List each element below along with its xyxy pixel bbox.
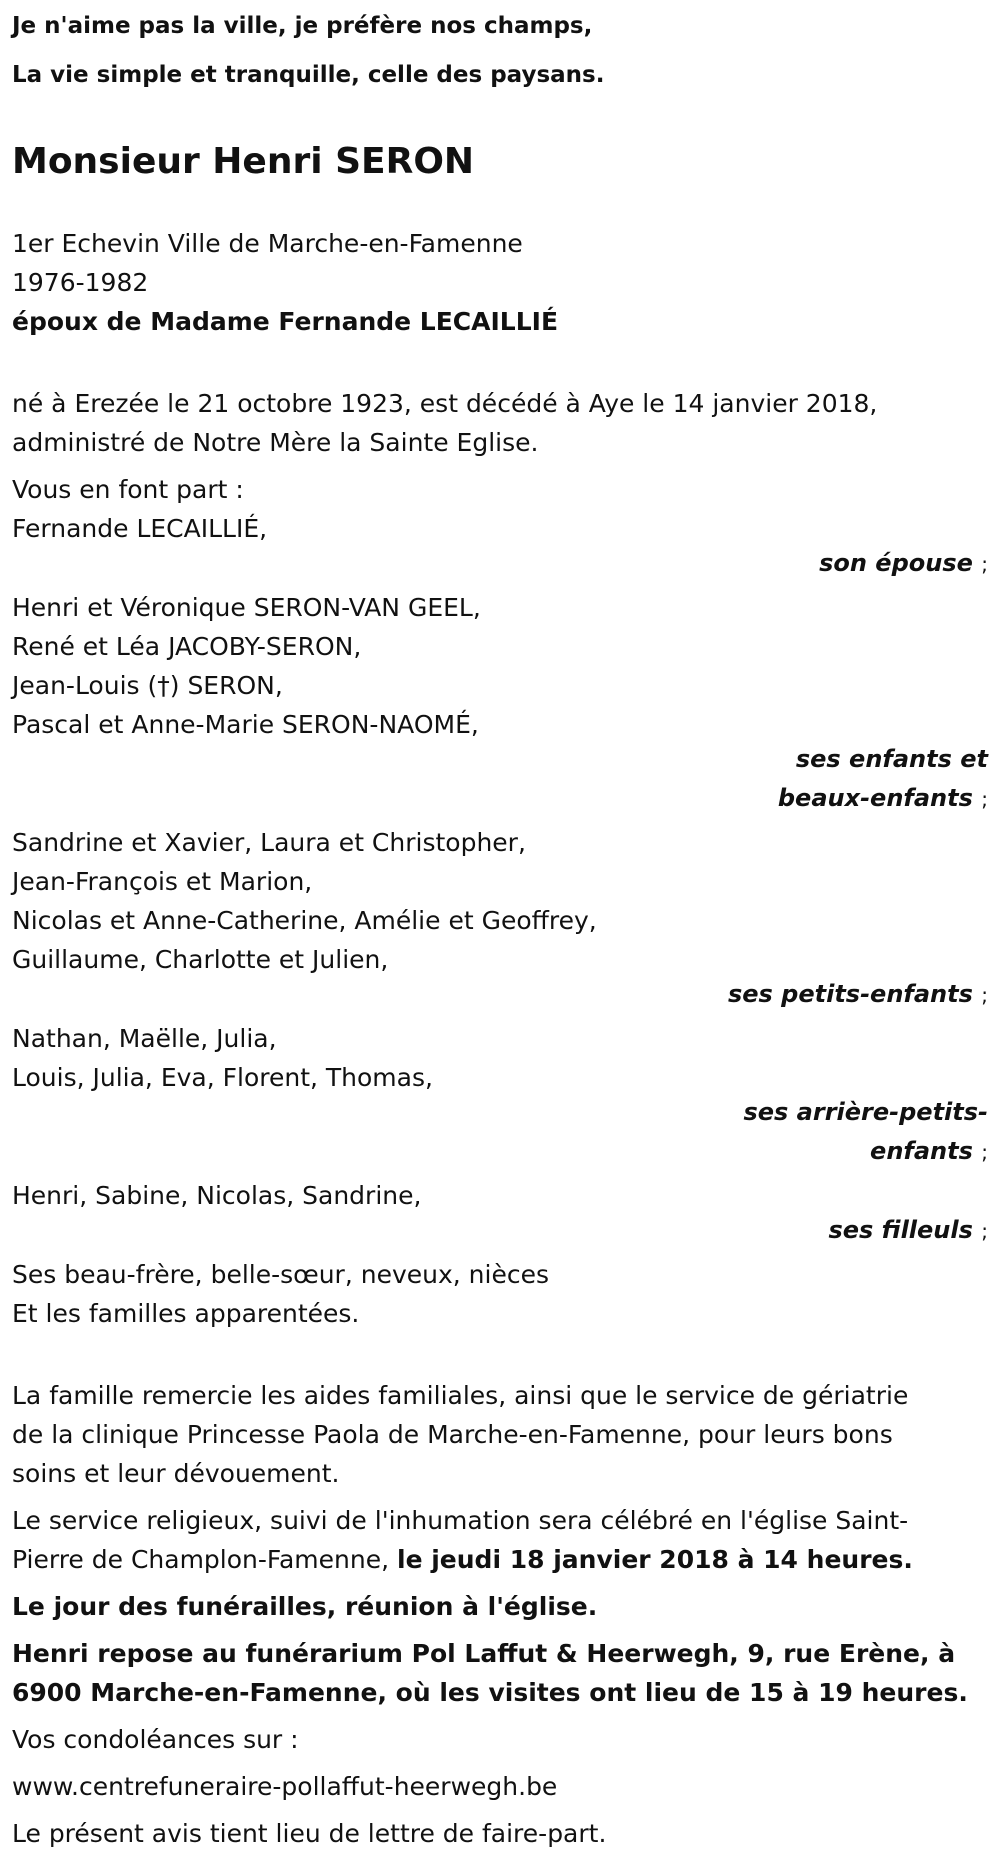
bio-function: 1er Echevin Ville de Marche-en-Famenne: [12, 229, 523, 258]
grandchild-line: Sandrine et Xavier, Laura et Christopher,: [12, 828, 526, 857]
meeting-text: Le jour des funérailles, réunion à l'église.: [12, 1592, 598, 1621]
grandchild-line: Nicolas et Anne-Catherine, Amélie et Geoffrey,: [12, 906, 597, 935]
birth-line-1: né à Erezée le 21 octobre 1923, est décédé à Aye le 14 janvier 2018,: [12, 389, 878, 418]
closing-text: Le présent avis tient lieu de lettre de faire-part.: [12, 1819, 607, 1848]
semicolon: ;: [981, 787, 988, 811]
thanks-line-2: de la clinique Princesse Paola de Marche-en-Famenne, pour leurs bons: [12, 1420, 893, 1449]
relation-spouse-label: son épouse: [819, 549, 973, 577]
relation-children-label-1: ses enfants et: [795, 745, 988, 773]
service-line-1: Le service religieux, suivi de l'inhumation sera célébré en l'église Saint-: [12, 1506, 909, 1535]
semicolon: ;: [981, 1219, 988, 1243]
relation-godchildren: [12, 1211, 988, 1251]
relation-great-label-2: enfants: [870, 1137, 973, 1165]
great-grandchild-line: Nathan, Maëlle, Julia,: [12, 1024, 277, 1053]
website-link[interactable]: www.centrefuneraire-pollaffut-heerwegh.be: [12, 1772, 558, 1801]
service-date: le jeudi 18 janvier 2018 à 14 heures.: [397, 1545, 913, 1574]
condolences-text: Vos condoléances sur :: [12, 1725, 299, 1754]
semicolon: ;: [981, 983, 988, 1007]
grandchild-line: Jean-François et Marion,: [12, 867, 313, 896]
relation-godchildren-label: ses filleuls: [828, 1216, 973, 1244]
thanks-line-3: soins et leur dévouement.: [12, 1459, 340, 1488]
child-line: Pascal et Anne-Marie SERON-NAOMÉ,: [12, 710, 479, 739]
bio-spouse: époux de Madame Fernande LECAILLIÉ: [12, 307, 559, 336]
family-spouse-name: Fernande LECAILLIÉ,: [12, 514, 268, 543]
child-line: Jean-Louis (†) SERON,: [12, 671, 283, 700]
bio-years: 1976-1982: [12, 268, 149, 297]
service-line-2: [12, 1540, 988, 1579]
funeral-home-line-2: 6900 Marche-en-Famenne, où les visites ont lieu de 15 à 19 heures.: [12, 1678, 968, 1707]
quote-line-2: La vie simple et tranquille, celle des paysans.: [12, 62, 605, 88]
relation-spouse: [12, 544, 988, 584]
deceased-name: Monsieur Henri SERON: [12, 141, 475, 182]
relation-children-label-2: beaux-enfants: [777, 784, 973, 812]
grandchild-line: Guillaume, Charlotte et Julien,: [12, 945, 389, 974]
relation-great-grandchildren: [12, 1093, 988, 1172]
relation-great-label-1: ses arrière-petits-: [743, 1098, 988, 1126]
child-line: René et Léa JACOBY-SERON,: [12, 632, 362, 661]
great-grandchild-line: Louis, Julia, Eva, Florent, Thomas,: [12, 1063, 433, 1092]
semicolon: ;: [981, 552, 988, 576]
other-family-line: Et les familles apparentées.: [12, 1299, 360, 1328]
semicolon: ;: [981, 1140, 988, 1164]
godchild-line: Henri, Sabine, Nicolas, Sandrine,: [12, 1181, 422, 1210]
thanks-line-1: La famille remercie les aides familiales, ainsi que le service de gériatrie: [12, 1381, 909, 1410]
relation-children: [12, 740, 988, 819]
quote-line-1: Je n'aime pas la ville, je préfère nos champs,: [12, 13, 593, 39]
birth-line-2: administré de Notre Mère la Sainte Eglise.: [12, 428, 539, 457]
announce-text: Vous en font part :: [12, 475, 244, 504]
relation-grandchildren-label: ses petits-enfants: [727, 980, 973, 1008]
obituary-body: [12, 224, 988, 1853]
relation-grandchildren: [12, 975, 988, 1015]
service-location: Pierre de Champlon-Famenne,: [12, 1545, 397, 1574]
other-family-line: Ses beau-frère, belle-sœur, neveux, nièces: [12, 1260, 549, 1289]
child-line: Henri et Véronique SERON-VAN GEEL,: [12, 593, 481, 622]
funeral-home-line-1: Henri repose au funérarium Pol Laffut & Heerwegh, 9, rue Erène, à: [12, 1639, 956, 1668]
